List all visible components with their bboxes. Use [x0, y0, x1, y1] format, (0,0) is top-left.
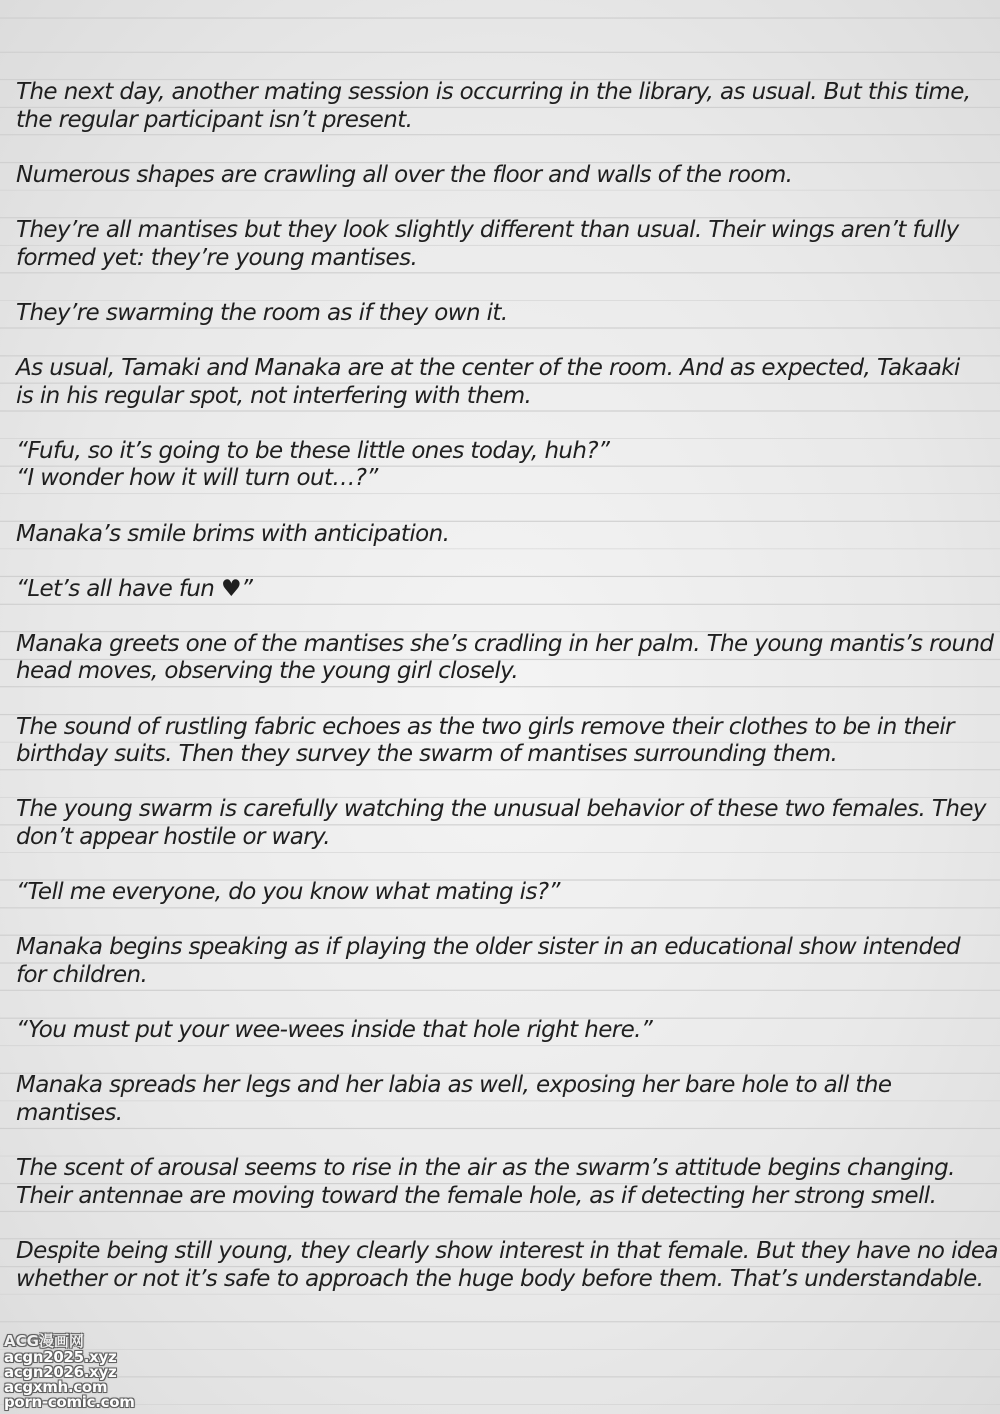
paragraph: “Let’s all have fun ♥”	[16, 575, 253, 602]
paragraph: They’re all mantises but they look slightly different than usual. Their wings aren’t fully formed yet: they’re young mantises.	[16, 216, 959, 271]
paragraph: Despite being still young, they clearly show interest in that female. But they have no idea whether or not it’s safe to approach the huge body before them. That’s understandable.	[16, 1237, 998, 1292]
paragraph: “You must put your wee-wees inside that hole right here.”	[16, 1017, 653, 1044]
paragraph: Manaka spreads her legs and her labia as well, exposing her bare hole to all the mantises.	[16, 1072, 892, 1126]
paragraph: Manaka begins speaking as if playing the older sister in an educational show intended for children.	[16, 934, 961, 988]
paragraph: The sound of rustling fabric echoes as the two girls remove their clothes to be in their birthday suits. Then they survey the swarm of mantises surrounding them.	[16, 713, 954, 768]
paragraph: The scent of arousal seems to rise in the air as the swarm’s attitude begins changing. Their antennae are moving toward the female hole, as if detecting her strong smell.	[16, 1155, 955, 1209]
paragraph: The young swarm is carefully watching the unusual behavior of these two females. They don’t appear hostile or wary.	[16, 796, 986, 851]
paragraph: The next day, another mating session is occurring in the library, as usual. But this time, the regular participant isn’t present.	[16, 79, 971, 133]
story-text	[16, 79, 1000, 1321]
paragraph: They’re swarming the room as if they own it.	[16, 299, 508, 326]
paragraph: “Fufu, so it’s going to be these little ones today, huh?” “I wonder how it will turn out…?”	[16, 437, 610, 492]
paragraph: “Tell me everyone, do you know what mating is?”	[16, 879, 560, 906]
watermark-logo: ACG漫画网	[4, 1332, 84, 1350]
watermark-url: acgn2025.xyz	[4, 1348, 117, 1366]
watermark-url: acgn2026.xyz	[4, 1363, 117, 1381]
site-watermark	[4, 1334, 144, 1410]
paragraph: Manaka’s smile brims with anticipation.	[16, 520, 450, 547]
paragraph: Manaka greets one of the mantises she’s cradling in her palm. The young mantis’s round head moves, observing the young girl closely.	[16, 630, 994, 685]
paragraph: As usual, Tamaki and Manaka are at the center of the room. And as expected, Takaaki is in his regular spot, not interfering with them.	[16, 354, 960, 409]
paragraph: Numerous shapes are crawling all over the floor and walls of the room.	[16, 161, 793, 188]
watermark-url: acgxmh.com	[4, 1378, 108, 1396]
watermark-url: porn-comic.com	[4, 1393, 135, 1411]
